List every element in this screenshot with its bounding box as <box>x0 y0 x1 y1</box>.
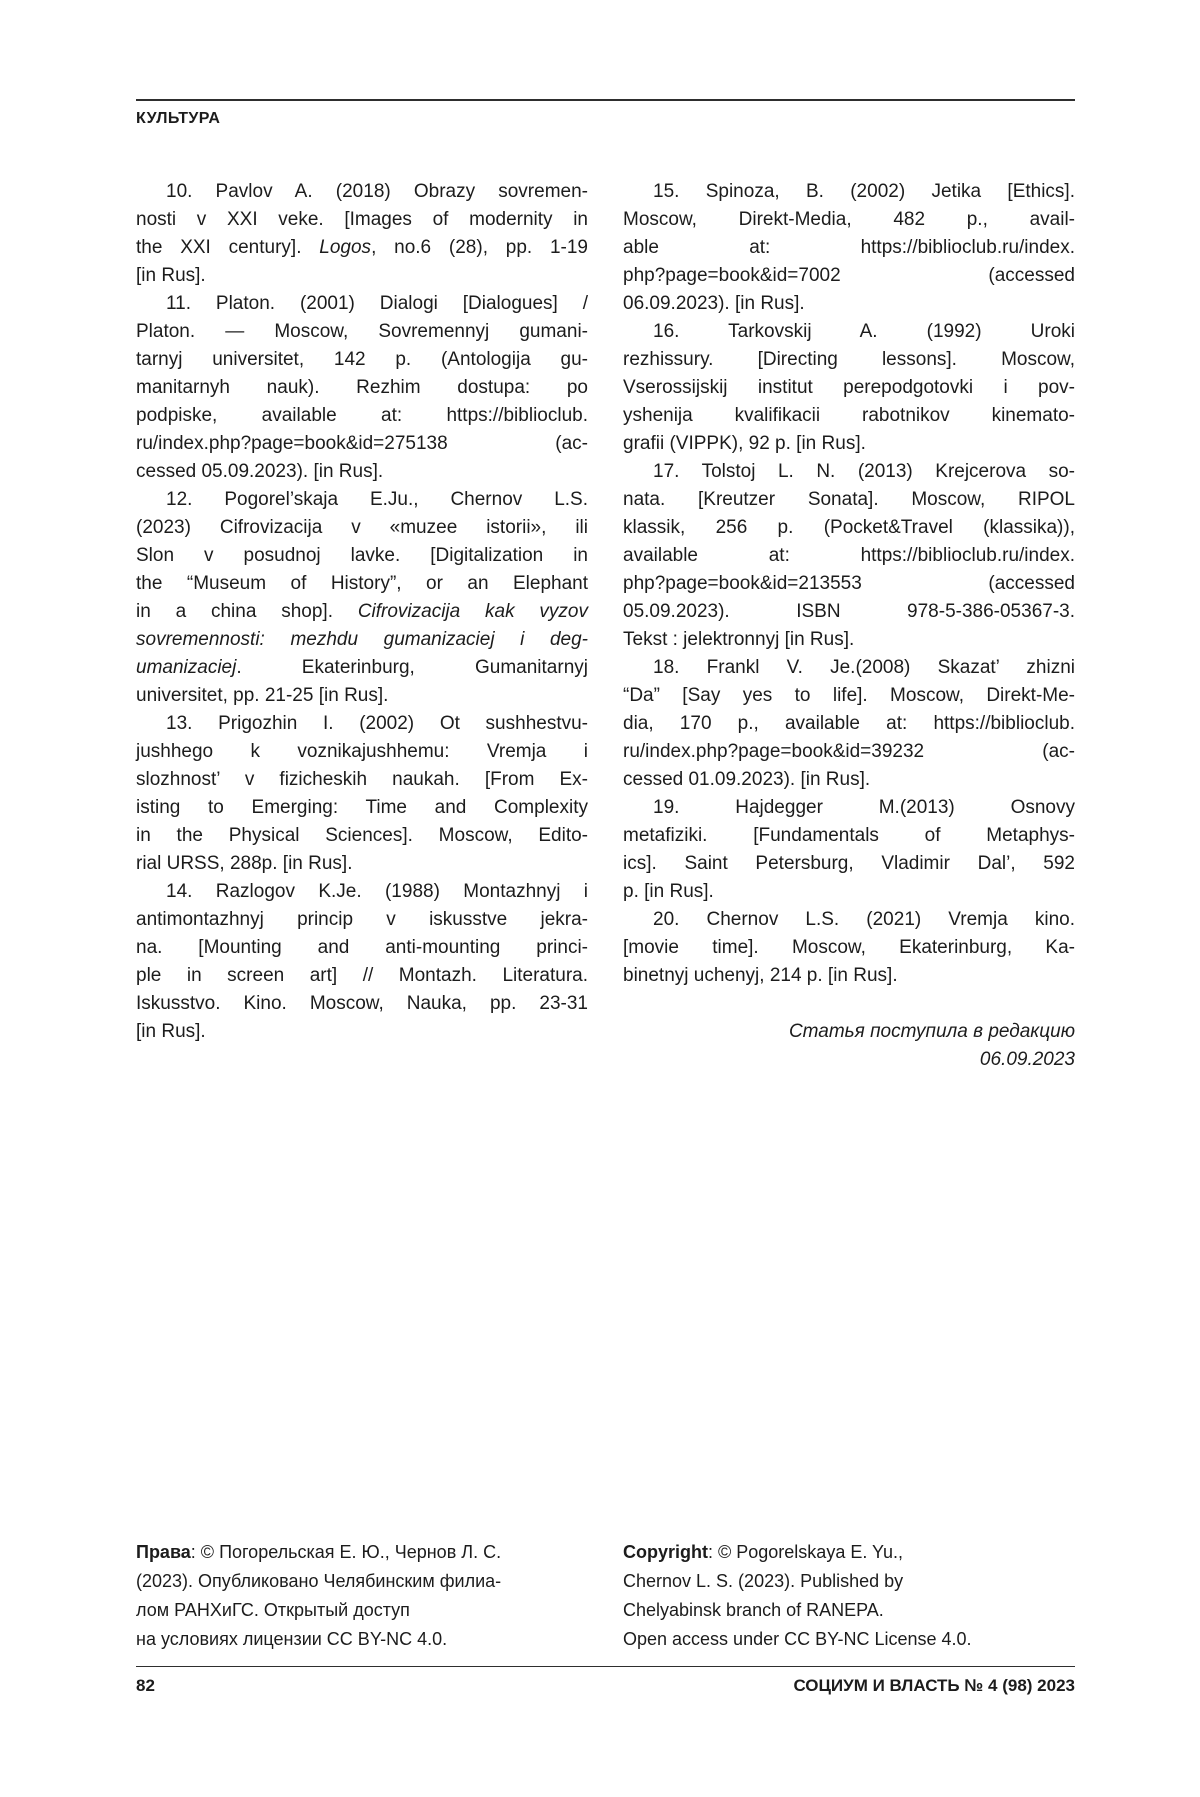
reference-item <box>623 906 1075 990</box>
text-line <box>623 1538 1075 1567</box>
text-line <box>623 850 1075 878</box>
reference-item <box>623 458 1075 654</box>
text-segment: 18. Frankl V. Je.(2008) Skazat’ zhizni <box>653 657 1075 678</box>
reference-item <box>623 178 1075 318</box>
text-segment: Logos <box>319 237 372 258</box>
text-segment: Platon. — Moscow, Sovremennyj gumani- <box>136 321 588 342</box>
text-line <box>623 1625 1075 1654</box>
text-line <box>623 290 1075 318</box>
text-segment: jushhego k voznikajushhemu: Vremja i <box>136 741 588 762</box>
text-segment: rezhissury. [Directing lessons]. Moscow, <box>623 349 1075 370</box>
text-segment: available at: https://biblioclub.ru/index. <box>623 545 1075 566</box>
reference-item <box>136 710 588 878</box>
reference-item <box>136 178 588 290</box>
page-footer <box>136 1666 1075 1696</box>
text-line <box>623 178 1075 206</box>
text-segment: “Da” [Say yes to life]. Moscow, Direkt-Me- <box>623 685 1075 706</box>
text-segment: [in Rus]. <box>136 265 206 286</box>
text-line <box>623 514 1075 542</box>
text-line <box>136 766 588 794</box>
text-segment: ple in screen art] // Montazh. Literatura. <box>136 965 588 986</box>
text-segment: ru/index.php?page=book&id=39232 (ac- <box>623 741 1075 762</box>
text-line <box>136 262 588 290</box>
reference-item <box>136 290 588 486</box>
text-line <box>623 402 1075 430</box>
text-line <box>623 626 1075 654</box>
references-right-list <box>623 178 1075 990</box>
text-line <box>136 318 588 346</box>
text-segment: antimontazhnyj princip v iskusstve jekra- <box>136 909 588 930</box>
text-segment: Open access under CC BY-NC License 4.0. <box>623 1629 972 1649</box>
text-segment: 10. Pavlov A. (2018) Obrazy sovremen- <box>166 181 588 202</box>
text-segment: : © Pogorelskaya E. Yu., <box>708 1542 904 1562</box>
text-line <box>623 822 1075 850</box>
text-segment: Статья поступила в редакцию <box>788 1021 1075 1042</box>
text-line <box>136 906 588 934</box>
reference-item <box>136 878 588 1046</box>
text-line <box>136 1538 588 1567</box>
text-line <box>136 822 588 850</box>
text-line <box>136 1567 588 1596</box>
text-segment: Slon v posudnoj lavke. [Digitalization in <box>136 545 588 566</box>
references-left-column <box>136 178 588 1074</box>
text-segment: 12. Pogorel’skaja E.Ju., Chernov L.S. <box>166 489 588 510</box>
text-line <box>136 654 588 682</box>
reference-item <box>136 486 588 710</box>
text-line <box>136 570 588 598</box>
text-line <box>136 710 588 738</box>
text-segment: 16. Tarkovskij A. (1992) Uroki <box>653 321 1075 342</box>
text-line <box>136 402 588 430</box>
section-title: КУЛЬТУРА <box>136 110 221 127</box>
text-segment: nata. [Kreutzer Sonata]. Moscow, RIPOL <box>623 489 1075 510</box>
text-segment: yshenija kvalifikacii rabotnikov kinemato- <box>623 405 1075 426</box>
text-segment: ru/index.php?page=book&id=275138 (ac- <box>136 433 588 454</box>
text-line <box>136 234 588 262</box>
text-line <box>136 738 588 766</box>
text-segment: klassik, 256 p. (Pocket&Travel (klassika)), <box>623 517 1075 538</box>
footer-row <box>136 1676 1075 1696</box>
text-line <box>623 1596 1075 1625</box>
text-segment: 14. Razlogov K.Je. (1988) Montazhnyj i <box>166 881 588 902</box>
page-number: 82 <box>136 1676 155 1695</box>
text-line <box>136 178 588 206</box>
text-segment: isting to Emerging: Time and Complexity <box>136 797 588 818</box>
text-segment: 06.09.2023 <box>979 1049 1075 1070</box>
text-segment: cessed 05.09.2023). [in Rus]. <box>136 461 384 482</box>
text-line <box>136 430 588 458</box>
text-line <box>623 934 1075 962</box>
text-line <box>136 486 588 514</box>
text-segment: 11. Platon. (2001) Dialogi [Dialogues] / <box>166 293 588 314</box>
text-segment: (2023) Cifrovizacija v «muzee istorii», ili <box>136 517 588 538</box>
references-columns <box>136 178 1075 1074</box>
text-segment: able at: https://biblioclub.ru/index. <box>623 237 1075 258</box>
text-segment: Права <box>136 1542 191 1562</box>
text-segment: 19. Hajdegger M.(2013) Osnovy <box>653 797 1075 818</box>
text-segment: rial URSS, 288p. [in Rus]. <box>136 853 353 874</box>
submission-note <box>623 1018 1075 1074</box>
reference-item <box>623 318 1075 458</box>
text-line <box>623 346 1075 374</box>
text-line <box>136 542 588 570</box>
text-segment: 05.09.2023). ISBN 978-5-386-05367-3. <box>623 601 1075 622</box>
text-line <box>136 458 588 486</box>
text-segment: на условиях лицензии CC BY-NC 4.0. <box>136 1629 448 1649</box>
text-line <box>623 878 1075 906</box>
text-segment: Vserossijskij institut perepodgotovki i pov- <box>623 377 1075 398</box>
text-segment: sovremennosti: mezhdu gumanizaciej i deg- <box>136 629 588 650</box>
content-area <box>136 99 1075 1074</box>
text-segment: tarnyj universitet, 142 p. (Antologija gu- <box>136 349 588 370</box>
text-line <box>136 374 588 402</box>
text-segment: , no.6 (28), pp. 1-19 <box>371 237 588 258</box>
text-segment: php?page=book&id=7002 (accessed <box>623 265 1075 286</box>
text-segment: podpiske, available at: https://biblioclub. <box>136 405 588 426</box>
text-segment: Chelyabinsk branch of RANEPA. <box>623 1600 884 1620</box>
text-line <box>623 542 1075 570</box>
text-line <box>623 906 1075 934</box>
running-head <box>136 99 1075 128</box>
text-line <box>136 290 588 318</box>
text-line <box>136 794 588 822</box>
text-line <box>136 682 588 710</box>
text-segment: (2023). Опубликовано Челябинским филиа- <box>136 1571 502 1591</box>
text-segment: [in Rus]. <box>136 1021 206 1042</box>
text-line <box>623 374 1075 402</box>
journal-title: СОЦИУМ И ВЛАСТЬ № 4 (98) 2023 <box>793 1676 1075 1695</box>
text-segment: slozhnost’ v fizicheskih naukah. [From Ex- <box>136 769 588 790</box>
text-line <box>623 262 1075 290</box>
text-line <box>623 962 1075 990</box>
text-line <box>136 626 588 654</box>
text-segment: the “Museum of History”, or an Elephant <box>136 573 588 594</box>
text-segment: Cifrovizacija kak vyzov <box>357 601 588 622</box>
text-segment: manitarnyh nauk). Rezhim dostupa: po <box>136 377 588 398</box>
text-segment: umanizaciej <box>136 657 237 678</box>
text-line <box>623 570 1075 598</box>
text-segment: p. [in Rus]. <box>623 881 714 902</box>
text-segment: dia, 170 p., available at: https://biblioclub. <box>623 713 1075 734</box>
reference-item <box>623 654 1075 794</box>
text-segment: in the Physical Sciences]. Moscow, Edito- <box>136 825 588 846</box>
text-line <box>623 318 1075 346</box>
text-line <box>136 962 588 990</box>
text-line <box>623 766 1075 794</box>
copyright-english <box>623 1538 1075 1654</box>
text-segment: ics]. Saint Petersburg, Vladimir Dal’, 592 <box>623 853 1075 874</box>
text-line <box>136 1625 588 1654</box>
text-line <box>623 710 1075 738</box>
text-segment: Copyright <box>623 1542 708 1562</box>
text-line <box>623 486 1075 514</box>
text-line <box>136 1596 588 1625</box>
text-line <box>623 794 1075 822</box>
text-line <box>136 850 588 878</box>
text-segment: 17. Tolstoj L. N. (2013) Krejcerova so- <box>653 461 1075 482</box>
text-segment: Iskusstvo. Kino. Moscow, Nauka, pp. 23-31 <box>136 993 588 1014</box>
text-line <box>136 990 588 1018</box>
text-line <box>136 346 588 374</box>
text-segment: cessed 01.09.2023). [in Rus]. <box>623 769 871 790</box>
text-line <box>136 598 588 626</box>
text-line <box>623 1018 1075 1046</box>
text-line <box>623 430 1075 458</box>
text-segment: in a china shop]. <box>136 601 358 622</box>
copyright-section <box>136 1538 1075 1654</box>
text-segment: . Ekaterinburg, Gumanitarnyj <box>236 657 588 678</box>
text-line <box>136 206 588 234</box>
text-segment: 13. Prigozhin I. (2002) Ot sushhestvu- <box>166 713 588 734</box>
text-line <box>623 598 1075 626</box>
text-line <box>623 738 1075 766</box>
text-line <box>136 934 588 962</box>
text-segment: лом РАНХиГС. Открытый доступ <box>136 1600 410 1620</box>
text-segment: 06.09.2023). [in Rus]. <box>623 293 805 314</box>
text-line <box>623 1567 1075 1596</box>
text-segment: Moscow, Direkt-Media, 482 p., avail- <box>623 209 1075 230</box>
text-segment: php?page=book&id=213553 (accessed <box>623 573 1075 594</box>
text-line <box>623 234 1075 262</box>
text-line <box>623 682 1075 710</box>
text-line <box>623 458 1075 486</box>
text-segment: metafiziki. [Fundamentals of Metaphys- <box>623 825 1075 846</box>
text-line <box>623 654 1075 682</box>
text-line <box>136 878 588 906</box>
text-segment: Chernov L. S. (2023). Published by <box>623 1571 904 1591</box>
text-segment: Tekst : jelektronnyj [in Rus]. <box>623 629 855 650</box>
text-line <box>623 206 1075 234</box>
text-segment: na. [Mounting and anti-mounting princi- <box>136 937 588 958</box>
text-segment: universitet, pp. 21-25 [in Rus]. <box>136 685 389 706</box>
text-segment: 20. Chernov L.S. (2021) Vremja kino. <box>653 909 1075 930</box>
text-line <box>623 1046 1075 1074</box>
text-segment: nosti v XXI veke. [Images of modernity in <box>136 209 588 230</box>
text-line <box>136 1018 588 1046</box>
references-right-column <box>623 178 1075 1074</box>
text-segment: binetnyj uchenyj, 214 p. [in Rus]. <box>623 965 898 986</box>
text-segment: 15. Spinoza, B. (2002) Jetika [Ethics]. <box>653 181 1075 202</box>
text-segment: grafii (VIPPK), 92 p. [in Rus]. <box>623 433 866 454</box>
text-line <box>136 514 588 542</box>
reference-item <box>623 794 1075 906</box>
text-segment: [movie time]. Moscow, Ekaterinburg, Ka- <box>623 937 1075 958</box>
text-segment: : © Погорельская Е. Ю., Чернов Л. С. <box>190 1542 502 1562</box>
copyright-russian <box>136 1538 588 1654</box>
text-segment: the XXI century]. <box>136 237 320 258</box>
